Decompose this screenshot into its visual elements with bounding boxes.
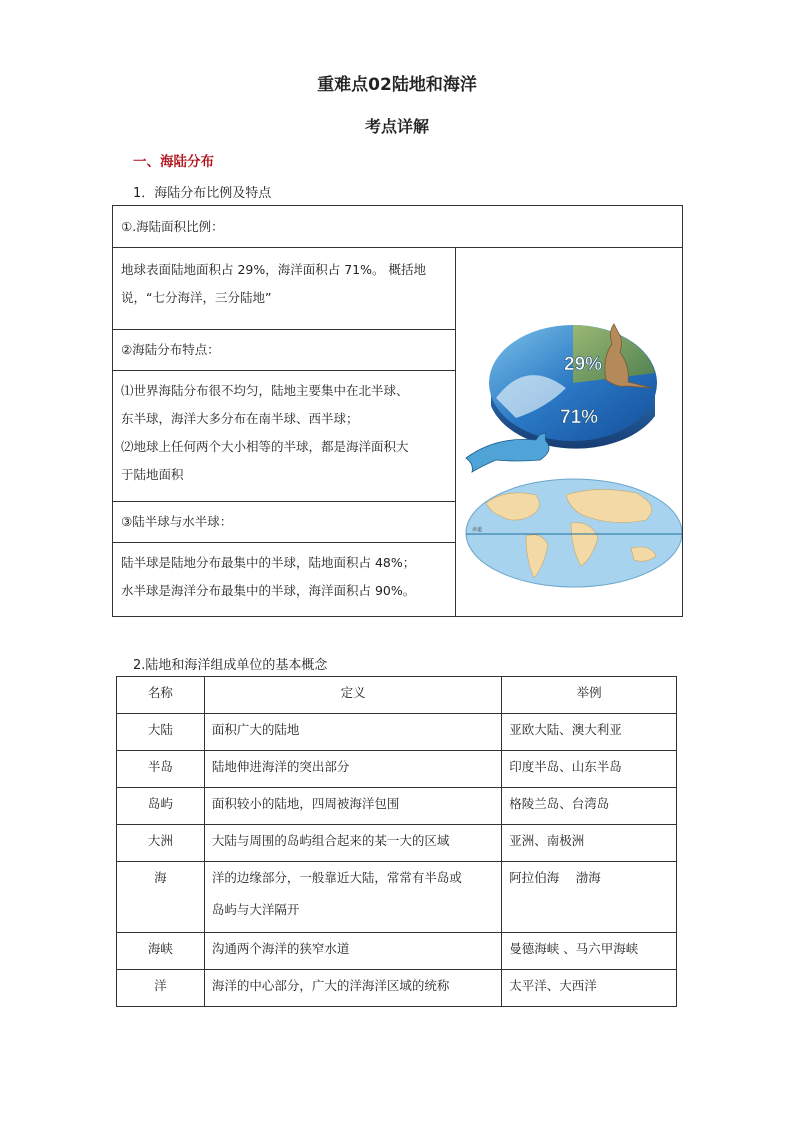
table-row xyxy=(117,862,677,933)
section-heading-land-sea: 一、海陆分布 xyxy=(133,154,214,170)
feature-title: ②海陆分布特点： xyxy=(113,329,456,370)
dolphin-icon xyxy=(466,434,549,472)
land-ocean-pie-illustration xyxy=(456,248,682,616)
row-example: 亚欧大陆、澳大利亚 xyxy=(502,714,677,751)
ratio-text-line-1: 地球表面陆地面积占 29%，海洋面积占 71%。 概括地 xyxy=(121,262,426,277)
subsection-heading-ratio: 1．海陆分布比例及特点 xyxy=(133,186,272,201)
row-name: 洋 xyxy=(117,970,205,1007)
document-subtitle: 考点详解 xyxy=(364,117,429,136)
row-example: 亚洲、南极洲 xyxy=(502,825,677,862)
table-row xyxy=(117,825,677,862)
illustration-cell xyxy=(456,248,683,617)
row-name: 大陆 xyxy=(117,714,205,751)
feature-line-2a: ⑵地球上任何两个大小相等的半球，都是海洋面积大 xyxy=(121,439,409,455)
document-title: 重难点02陆地和海洋 xyxy=(317,75,477,95)
hemisphere-text xyxy=(113,543,456,617)
ratio-text xyxy=(113,248,456,330)
row-definition: 沟通两个海洋的狭窄水道 xyxy=(204,933,501,970)
row-name: 海峡 xyxy=(117,933,205,970)
table-row xyxy=(117,970,677,1007)
feature-line-2b: 于陆地面积 xyxy=(121,467,184,483)
row-definition: 面积较小的陆地，四周被海洋包围 xyxy=(204,788,501,825)
row-name: 半岛 xyxy=(117,751,205,788)
table-row xyxy=(117,933,677,970)
world-map-graphic xyxy=(466,479,682,587)
row-example: 印度半岛、山东半岛 xyxy=(502,751,677,788)
row-example: 阿拉伯海 渤海 xyxy=(502,862,677,933)
land-percent-label: 29% xyxy=(564,354,603,375)
hemisphere-line-1: 陆半球是陆地分布最集中的半球，陆地面积占 48%； xyxy=(121,555,416,571)
row-definition: 面积广大的陆地 xyxy=(204,714,501,751)
hemisphere-title: ③陆半球与水半球： xyxy=(113,501,456,542)
ocean-percent-label: 71% xyxy=(560,407,599,428)
row-definition xyxy=(204,862,501,933)
row-name: 大洲 xyxy=(117,825,205,862)
table-header-row xyxy=(117,677,677,714)
feature-line-1b: 东半球，海洋大多分布在南半球、西半球； xyxy=(121,411,359,427)
equator-label: 赤道 xyxy=(472,527,483,533)
row-definition-line-1: 洋的边缘部分，一般靠近大陆，常常有半岛或 xyxy=(211,870,462,885)
hemisphere-line-2: 水半球是海洋分布最集中的半球，海洋面积占 90%。 xyxy=(121,583,416,599)
ratio-text-line-2: 说，“七分海洋，三分陆地” xyxy=(121,290,272,305)
row-example: 曼德海峡 、马六甲海峡 xyxy=(502,933,677,970)
header-name: 名称 xyxy=(117,677,205,714)
row-definition-line-2: 岛屿与大洋隔开 xyxy=(211,902,300,917)
row-definition: 大陆与周围的岛屿组合起来的某一大的区域 xyxy=(204,825,501,862)
row-definition: 海洋的中心部分，广大的洋海洋区域的统称 xyxy=(204,970,501,1007)
feature-line-1a: ⑴世界海陆分布很不均匀，陆地主要集中在北半球、 xyxy=(121,383,409,399)
header-definition: 定义 xyxy=(204,677,501,714)
row-name: 海 xyxy=(117,862,205,933)
row-name: 岛屿 xyxy=(117,788,205,825)
land-sea-concepts-table xyxy=(116,676,677,1007)
row-definition: 陆地伸进海洋的突出部分 xyxy=(204,751,501,788)
row-example: 太平洋、大西洋 xyxy=(502,970,677,1007)
table-row xyxy=(117,714,677,751)
subsection-heading-concepts: 2.陆地和海洋组成单位的基本概念 xyxy=(133,658,328,673)
land-sea-distribution-box xyxy=(112,205,683,617)
pie-chart-graphic xyxy=(466,324,657,472)
header-example: 举例 xyxy=(502,677,677,714)
table-row xyxy=(117,751,677,788)
table-row xyxy=(117,788,677,825)
row-example: 格陵兰岛、台湾岛 xyxy=(502,788,677,825)
feature-text xyxy=(113,371,456,501)
ratio-title: ①.海陆面积比例： xyxy=(113,206,683,248)
